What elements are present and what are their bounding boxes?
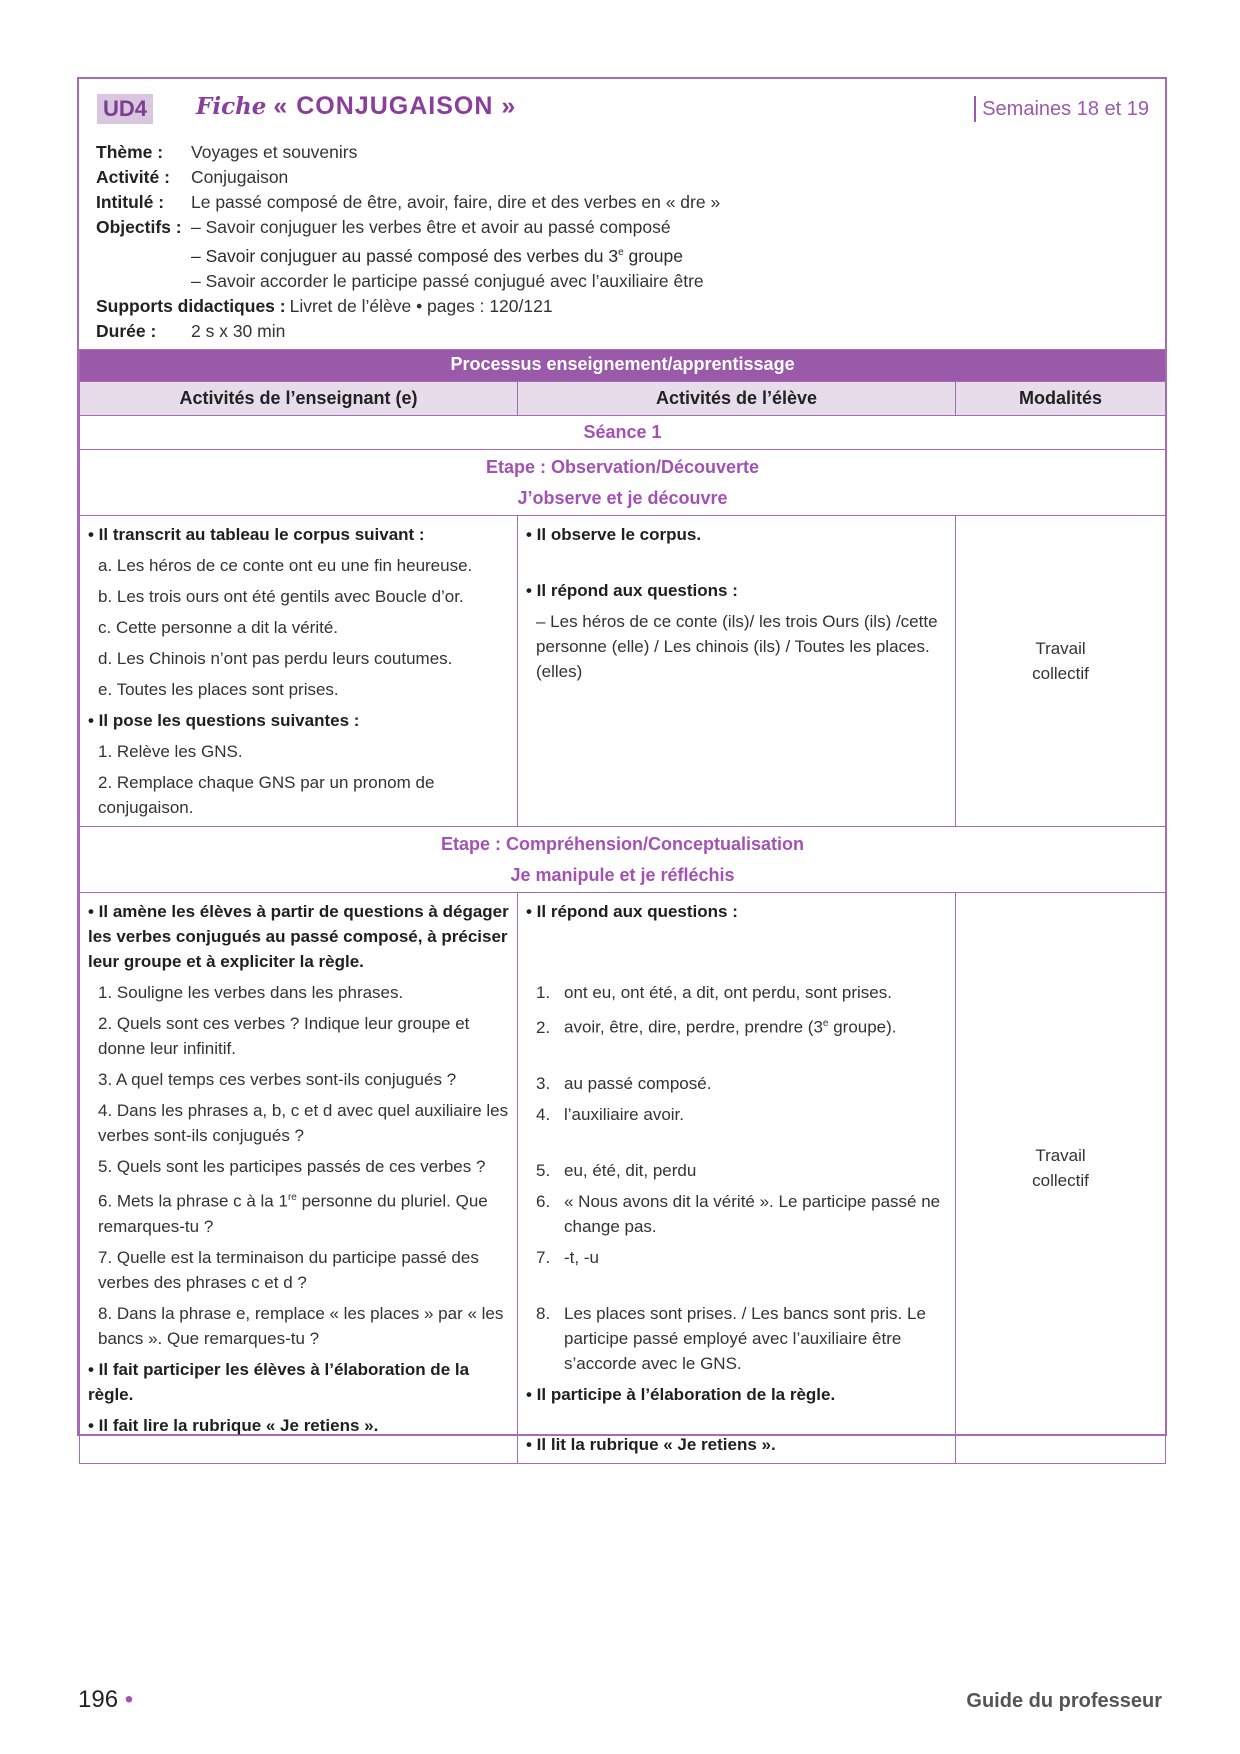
table-row (80, 516, 1166, 827)
lesson-meta (96, 140, 720, 344)
theme-value: Voyages et souvenirs (191, 142, 358, 162)
modal-cell-1: Travail collectif (956, 516, 1166, 827)
process-table (79, 349, 1166, 1464)
student-cell-2: • Il répond aux questions : 1. ont eu, ont été, a dit, ont perdu, sont prises. 2. avoir, être, dire, perdre, prendre (3e groupe). 3. au passé composé. 4. l’auxiliaire avoir. 5. eu, été, dit, perdu 6. « Nous avons dit la vérité ». Le participe passé ne change pas. 7. -t, -u 8. Les places sont prises. / Les bancs sont pris. Le participe passé employé avec l’auxiliaire être s’accorde avec le GNS. • Il participe à l’élaboration de la règle. • Il lit la rubrique « Je retiens ». (518, 893, 956, 1464)
objectif-1: – Savoir conjuguer les verbes être et avoir au passé composé (191, 217, 671, 237)
activite-value: Conjugaison (191, 167, 289, 187)
col-student: Activités de l’élève (518, 382, 956, 416)
col-teacher: Activités de l’enseignant (e) (80, 382, 518, 416)
duree-label: Durée : (96, 320, 157, 341)
supports-value: Livret de l’élève • pages : 120/121 (289, 295, 553, 316)
objectif-2: – Savoir conjuguer au passé composé des verbes du 3e groupe (191, 245, 683, 266)
unit-badge: UD4 (97, 94, 153, 124)
intitule-value: Le passé composé de être, avoir, faire, dire et des verbes en « dre » (191, 192, 721, 212)
fiche-title: « CONJUGAISON » (273, 92, 517, 120)
duree-value: 2 s x 30 min (191, 320, 286, 341)
page-number: 196 • (78, 1686, 134, 1713)
intitule-label: Intitulé : (96, 192, 165, 212)
etape-1: Etape : Observation/Découverte J’observe et je découvre (80, 450, 1166, 516)
seance-label: Séance 1 (80, 416, 1166, 450)
objectif-3: – Savoir accorder le participe passé conjugué avec l’auxiliaire être (191, 270, 704, 291)
fiche-label: Fiche (196, 93, 267, 120)
footer-guide: Guide du professeur (966, 1690, 1162, 1712)
objectifs-label: Objectifs : (96, 217, 182, 237)
teacher-cell-1: • Il transcrit au tableau le corpus suivant : a. Les héros de ce conte ont eu une fin heureuse. b. Les trois ours ont été gentils avec Boucle d’or. c. Cette personne a dit la vérité. d. Les Chinois n’ont pas perdu leurs coutumes. e. Toutes les places sont prises. • Il pose les questions suivantes : 1. Relève les GNS. 2. Remplace chaque GNS par un pronom de conjugaison. (80, 516, 518, 827)
process-title: Processus enseignement/apprentissage (80, 350, 1166, 382)
lesson-sheet (77, 77, 1167, 1454)
col-modal: Modalités (956, 382, 1166, 416)
weeks-label: Semaines 18 et 19 (974, 96, 1149, 122)
modal-cell-2: Travail collectif (956, 893, 1166, 1464)
student-cell-1: • Il observe le corpus. • Il répond aux questions : – Les héros de ce conte (ils)/ les trois Ours (ils) /cette personne (elle) / Les chinois (ils) / Toutes les places. (elles) (518, 516, 956, 827)
theme-label: Thème : (96, 142, 164, 162)
etape-2: Etape : Compréhension/Conceptualisation Je manipule et je réfléchis (80, 827, 1166, 893)
activite-label: Activité : (96, 167, 170, 187)
sheet-header (79, 79, 1165, 349)
teacher-cell-2: • Il amène les élèves à partir de questions à dégager les verbes conjugués au passé composé, à préciser leur groupe et à expliciter la règle. 1. Souligne les verbes dans les phrases. 2. Quels sont ces verbes ? Indique leur groupe et donne leur infinitif. 3. A quel temps ces verbes sont-ils conjugués ? 4. Dans les phrases a, b, c et d avec quel auxiliaire les verbes sont-ils conjugués ? 5. Quels sont les participes passés de ces verbes ? 6. Mets la phrase c à la 1re personne du pluriel. Que remarques-tu ? 7. Quelle est la terminaison du participe passé des verbes des phrases c et d ? 8. Dans la phrase e, remplace « les places » par « les bancs ». Que remarques-tu ? • Il fait participer les élèves à l’élaboration de la règle. • Il fait lire la rubrique « Je retiens ». (80, 893, 518, 1464)
table-row (80, 893, 1166, 1464)
supports-label: Supports didactiques : (96, 295, 286, 316)
sheet-title (196, 91, 516, 122)
